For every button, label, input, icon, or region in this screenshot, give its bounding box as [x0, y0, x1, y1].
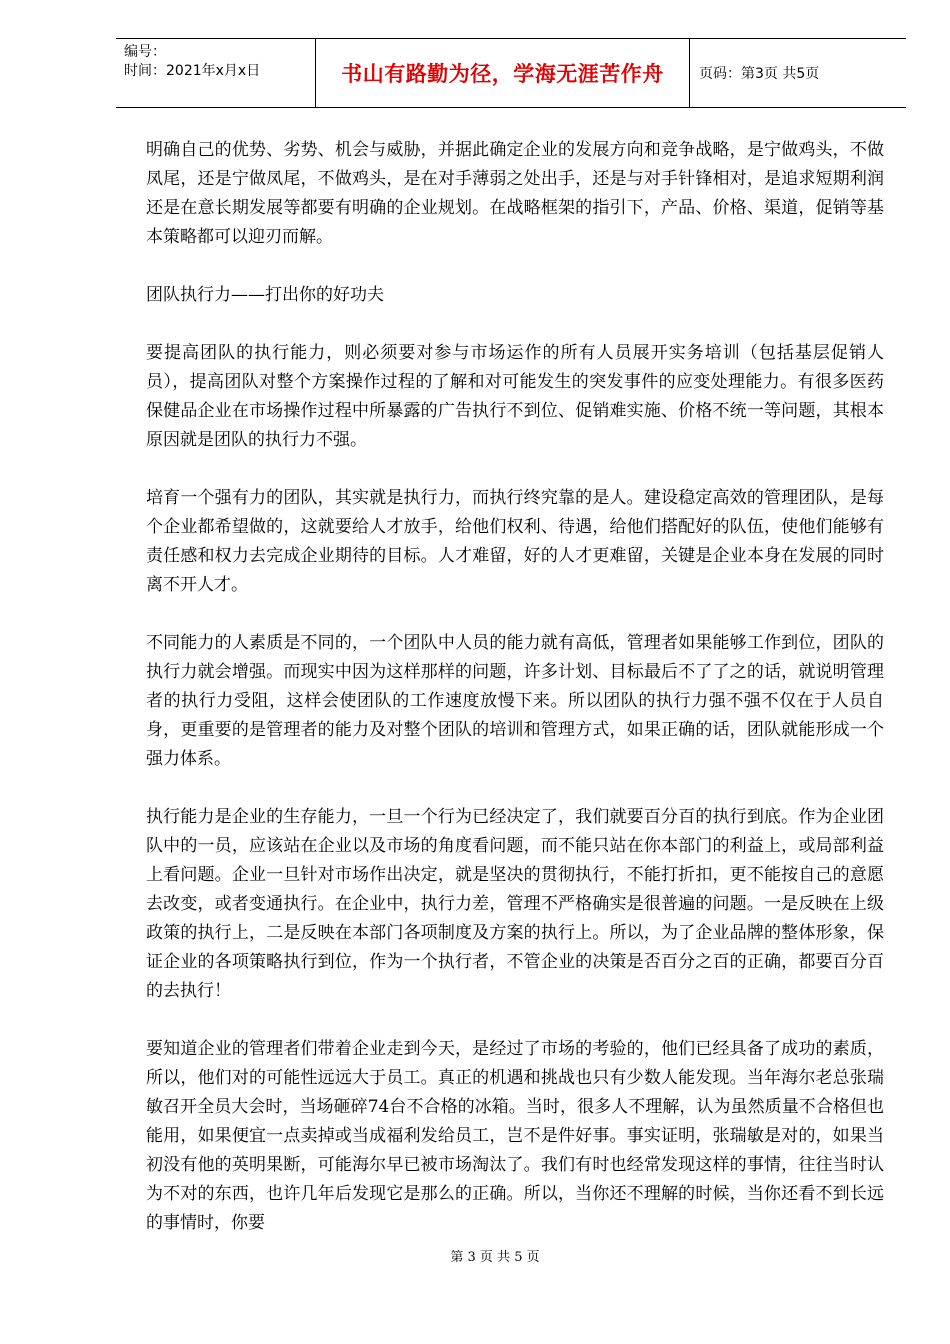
document-time-label: 时间：2021年x月x日: [124, 63, 261, 79]
paragraph-team-building: 培育一个强有力的团队，其实就是执行力，而执行终究靠的是人。建设稳定高效的管理团队，是每个企业都希望做的，这就要给人才放手，给他们权利、待遇，给他们搭配好的队伍，使他们能够有责任感和权力去完成企业期待的目标。人才难留，好的人才更难留，关键是企业本身在发展的同时离不开人才。: [146, 488, 884, 595]
document-body: [146, 136, 884, 1267]
paragraph-training: 要提高团队的执行能力，则必须要对参与市场运作的所有人员展开实务培训（包括基层促销人员），提高团队对整个方案操作过程的了解和对可能发生的突发事件的应变处理能力。有很多医药保健品企业在市场操作过程中所暴露的广告执行不到位、促销难实施、价格不统一等问题，其根本原因就是团队的执行力不强。: [146, 343, 884, 450]
document-number-label: 编号：: [124, 44, 166, 60]
page-header: [116, 38, 906, 108]
paragraph-execution-ability: 执行能力是企业的生存能力，一旦一个行为已经决定了，我们就要百分百的执行到底。作为企业团队中的一员，应该站在企业以及市场的角度看问题，而不能只站在你本部门的利益上，或局部利益上看问题。企业一旦针对市场作出决定，就是坚决的贯彻执行，不能打折扣，更不能按自己的意愿去改变，或者变通执行。在企业中，执行力差，管理不严格确实是很普遍的问题。一是反映在上级政策的执行上，二是反映在本部门各项制度及方案的执行上。所以，为了企业品牌的整体形象，保证企业的各项策略执行到位，作为一个执行者，不管企业的决策是否百分之百的正确，都要百分百的去执行！: [146, 807, 884, 1001]
paragraph-strategy: 明确自己的优势、劣势、机会与威胁，并据此确定企业的发展方向和竞争战略，是宁做鸡头，不做凤尾，还是宁做凤尾，不做鸡头，是在对手薄弱之处出手，还是与对手针锋相对，是追求短期利润还是在意长期发展等都要有明确的企业规划。在战略框架的指引下，产品、价格、渠道，促销等基本策略都可以迎刃而解。: [146, 140, 884, 247]
header-meta: [116, 39, 316, 107]
header-page-info: 页码：第3页 共5页: [699, 66, 820, 82]
header-motto: 书山有路勤为径，学海无涯苦作舟: [316, 39, 690, 107]
section-heading-team-execution: 团队执行力——打出你的好功夫: [146, 285, 384, 305]
page-footer: 第 3 页 共 5 页: [450, 1250, 540, 1265]
paragraph-abilities: 不同能力的人素质是不同的，一个团队中人员的能力就有高低，管理者如果能够工作到位，团队的执行力就会增强。而现实中因为这样那样的问题，许多计划、目标最后不了了之的话，就说明管理者的执行力受阻，这样会使团队的工作速度放慢下来。所以团队的执行力强不强不仅在于人员自身，更重要的是管理者的能力及对整个团队的培训和管理方式，如果正确的话，团队就能形成一个强力体系。: [146, 633, 884, 769]
paragraph-managers: 要知道企业的管理者们带着企业走到今天，是经过了市场的考验的，他们已经具备了成功的素质，所以，他们对的可能性远远大于员工。真正的机遇和挑战也只有少数人能发现。当年海尔老总张瑞敏召开全员大会时，当场砸碎74台不合格的冰箱。当时，很多人不理解，认为虽然质量不合格但也能用，如果便宜一点卖掉或当成福利发给员工，岂不是件好事。事实证明，张瑞敏是对的，如果当初没有他的英明果断，可能海尔早已被市场淘汰了。我们有时也经常发现这样的事情，往往当时认为不对的东西，也许几年后发现它是那么的正确。所以，当你还不理解的时候，当你还看不到长远的事情时，你要: [146, 1039, 884, 1233]
